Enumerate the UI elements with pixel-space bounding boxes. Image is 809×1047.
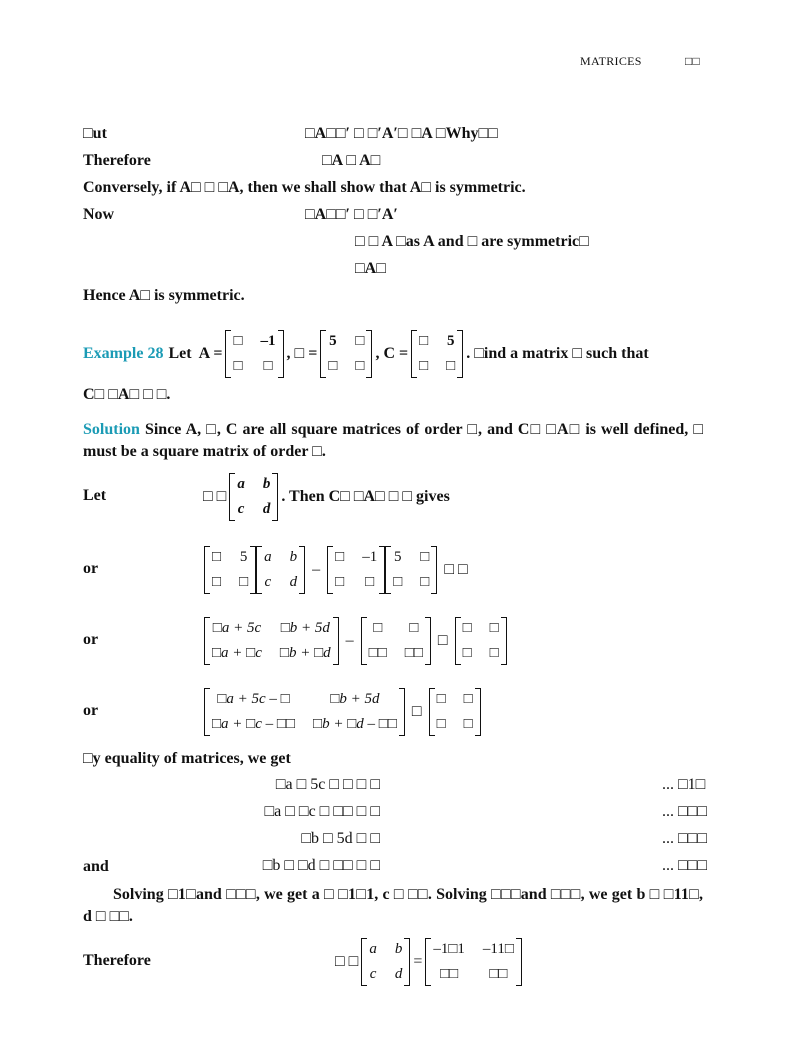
matrix-cell: □: [239, 574, 249, 590]
matrix-cell: a: [237, 476, 245, 492]
matrix-cell: □b + 5d: [280, 620, 330, 636]
matrix-b: [385, 546, 437, 594]
step-2: □ □ A □as A and □ are symmetric□: [355, 233, 589, 250]
example-statement: [83, 324, 703, 384]
matrix-c: [411, 330, 463, 378]
matrix-cell: □: [489, 645, 499, 661]
matrix-cell: c: [369, 966, 377, 982]
matrix-b: [320, 330, 372, 378]
matrix-x: [256, 546, 305, 594]
matrix-cell: □a + □c: [212, 645, 262, 661]
or-label-3: or: [83, 702, 99, 719]
matrix-cell: □: [212, 574, 222, 590]
equality-intro: □y equality of matrices, we get: [83, 750, 291, 767]
or-expression-3: [201, 682, 484, 742]
or-label-1: or: [83, 560, 99, 577]
matrix-cell: –1: [362, 549, 378, 565]
matrix-cell: b: [394, 941, 403, 957]
matrix-cell: □: [463, 716, 473, 732]
matrix-a: [327, 546, 385, 594]
matrix-cell: □: [419, 333, 429, 349]
matrix-cell: –1: [260, 333, 276, 349]
solution-paragraph: [83, 419, 703, 463]
hence-line: Hence A□ is symmetric.: [83, 287, 245, 304]
matrix-cell: b: [289, 549, 298, 565]
matrix-difference: [204, 688, 405, 736]
example-let: Let A =: [168, 345, 223, 362]
matrix-cell: □: [233, 333, 243, 349]
matrix-cell: d: [394, 966, 403, 982]
matrix-result: [425, 938, 522, 986]
solution-text: Since A, □, C are all square matrices of order □, and C□ □A□ is well defined, □ must be a square matrix of order □.: [83, 421, 703, 460]
matrix-cell: □: [446, 358, 456, 374]
matrix-cell: □□: [440, 966, 459, 982]
equation-tag-3: ... □□□: [662, 830, 707, 847]
matrix-cell: 5: [393, 549, 402, 565]
matrix-cell: □a + 5c: [212, 620, 262, 636]
matrix-cell: □b + □d: [279, 645, 331, 661]
equals-sign: □: [437, 632, 448, 649]
matrix-c: [204, 546, 256, 594]
rhs: □ □: [444, 561, 468, 578]
equation-1: □a □ 5c □ □ □ □: [275, 776, 380, 793]
let-prefix: □ □: [203, 488, 227, 505]
running-title: MATRICES: [580, 54, 642, 68]
matrix-cell: □: [328, 358, 338, 374]
let-expression: [203, 467, 450, 527]
matrix-product-cx: [204, 617, 339, 665]
matrix-zero: [429, 688, 481, 736]
equation-tag-1: ... □1□: [662, 776, 706, 793]
now-math: □A□□′ □ □′A′: [305, 206, 398, 223]
equals-sign: =: [413, 953, 423, 970]
matrix-cell: a: [369, 941, 377, 957]
matrix-x: [229, 473, 278, 521]
matrix-cell: □b + □d – □□: [313, 716, 397, 732]
or-expression-2: [201, 611, 510, 671]
example-label: Example 28: [83, 345, 164, 362]
solution-label: Solution: [83, 421, 140, 438]
matrix-cell: □□: [368, 645, 387, 661]
minus-sign: –: [312, 561, 321, 578]
example-tail: . □ind a matrix □ such that: [466, 345, 649, 362]
and-label: and: [83, 858, 109, 875]
or-label-2: or: [83, 631, 99, 648]
but-math: □A□□′ □ □′A′□ □A □Why□□: [305, 125, 498, 142]
matrix-cell: d: [262, 501, 271, 517]
matrix-cell: 5: [329, 333, 337, 349]
matrix-cell: □: [409, 620, 419, 636]
but-label: □ut: [83, 125, 107, 142]
therefore-label-final: Therefore: [83, 952, 151, 969]
matrix-cell: □a + □c – □□: [212, 716, 296, 732]
matrix-cell: □: [436, 716, 446, 732]
matrix-cell: □: [355, 333, 365, 349]
matrix-cell: d: [289, 574, 298, 590]
matrix-cell: □: [212, 549, 222, 565]
matrix-x: [361, 938, 410, 986]
matrix-cell: b: [262, 476, 271, 492]
matrix-cell: □: [373, 620, 383, 636]
matrix-cell: 5: [446, 333, 455, 349]
matrix-cell: □: [335, 574, 345, 590]
matrix-cell: □: [419, 358, 429, 374]
matrix-cell: □: [365, 574, 375, 590]
therefore-math: □A □ A□: [322, 152, 381, 169]
matrix-cell: □: [335, 549, 345, 565]
matrix-cell: c: [237, 501, 245, 517]
matrix-cell: □: [263, 358, 273, 374]
therefore-label: Therefore: [83, 152, 151, 169]
matrix-cell: –11□: [482, 941, 514, 957]
matrix-a: [225, 330, 283, 378]
equation-tag-4: ... □□□: [662, 857, 707, 874]
matrix-cell: □: [420, 574, 430, 590]
matrix-cell: □: [489, 620, 499, 636]
final-expression: [335, 932, 525, 992]
sep-c: , C =: [375, 345, 409, 362]
page-number: □□: [685, 54, 701, 68]
let-suffix: . Then C□ □A□ □ □ gives: [281, 488, 450, 505]
matrix-product-ab: [361, 617, 431, 665]
matrix-cell: □: [233, 358, 243, 374]
solving-paragraph: Solving □1□and □□□, we get a □ □1□1, c □ □□. Solving □□□and □□□, we get b □ □11□, d □ □□.: [83, 886, 703, 925]
matrix-cell: □b + 5d: [330, 691, 380, 707]
matrix-cell: □: [436, 691, 446, 707]
conversely-line: Conversely, if A□ □ □A, then we shall show that A□ is symmetric.: [83, 179, 526, 196]
or-expression-1: [201, 540, 472, 600]
matrix-cell: □□: [404, 645, 423, 661]
matrix-cell: □a + 5c – □: [217, 691, 290, 707]
matrix-zero: [455, 617, 507, 665]
matrix-cell: 5: [239, 549, 248, 565]
equation-4: □b □ □d □ □□ □ □: [262, 857, 380, 874]
equals-sign: □: [411, 703, 422, 720]
let-label: Let: [83, 487, 107, 504]
matrix-cell: □: [355, 358, 365, 374]
matrix-cell: □: [462, 645, 472, 661]
equation-tag-2: ... □□□: [662, 803, 707, 820]
matrix-cell: □□: [489, 966, 508, 982]
matrix-cell: □: [393, 574, 403, 590]
equation-3: □b □ 5d □ □: [301, 830, 380, 847]
matrix-cell: a: [264, 549, 272, 565]
sep-b: , □ =: [286, 345, 318, 362]
matrix-cell: c: [264, 574, 272, 590]
example-line2: C□ □A□ □ □.: [83, 386, 171, 403]
final-prefix: □ □: [335, 953, 359, 970]
matrix-cell: □: [463, 691, 473, 707]
matrix-cell: □: [420, 549, 430, 565]
minus-sign: –: [345, 632, 354, 649]
matrix-cell: –1□1: [433, 941, 465, 957]
matrix-cell: □: [462, 620, 472, 636]
step-3: □A□: [355, 260, 386, 277]
now-label: Now: [83, 206, 115, 223]
equation-2: □a □ □c □ □□ □ □: [264, 803, 380, 820]
